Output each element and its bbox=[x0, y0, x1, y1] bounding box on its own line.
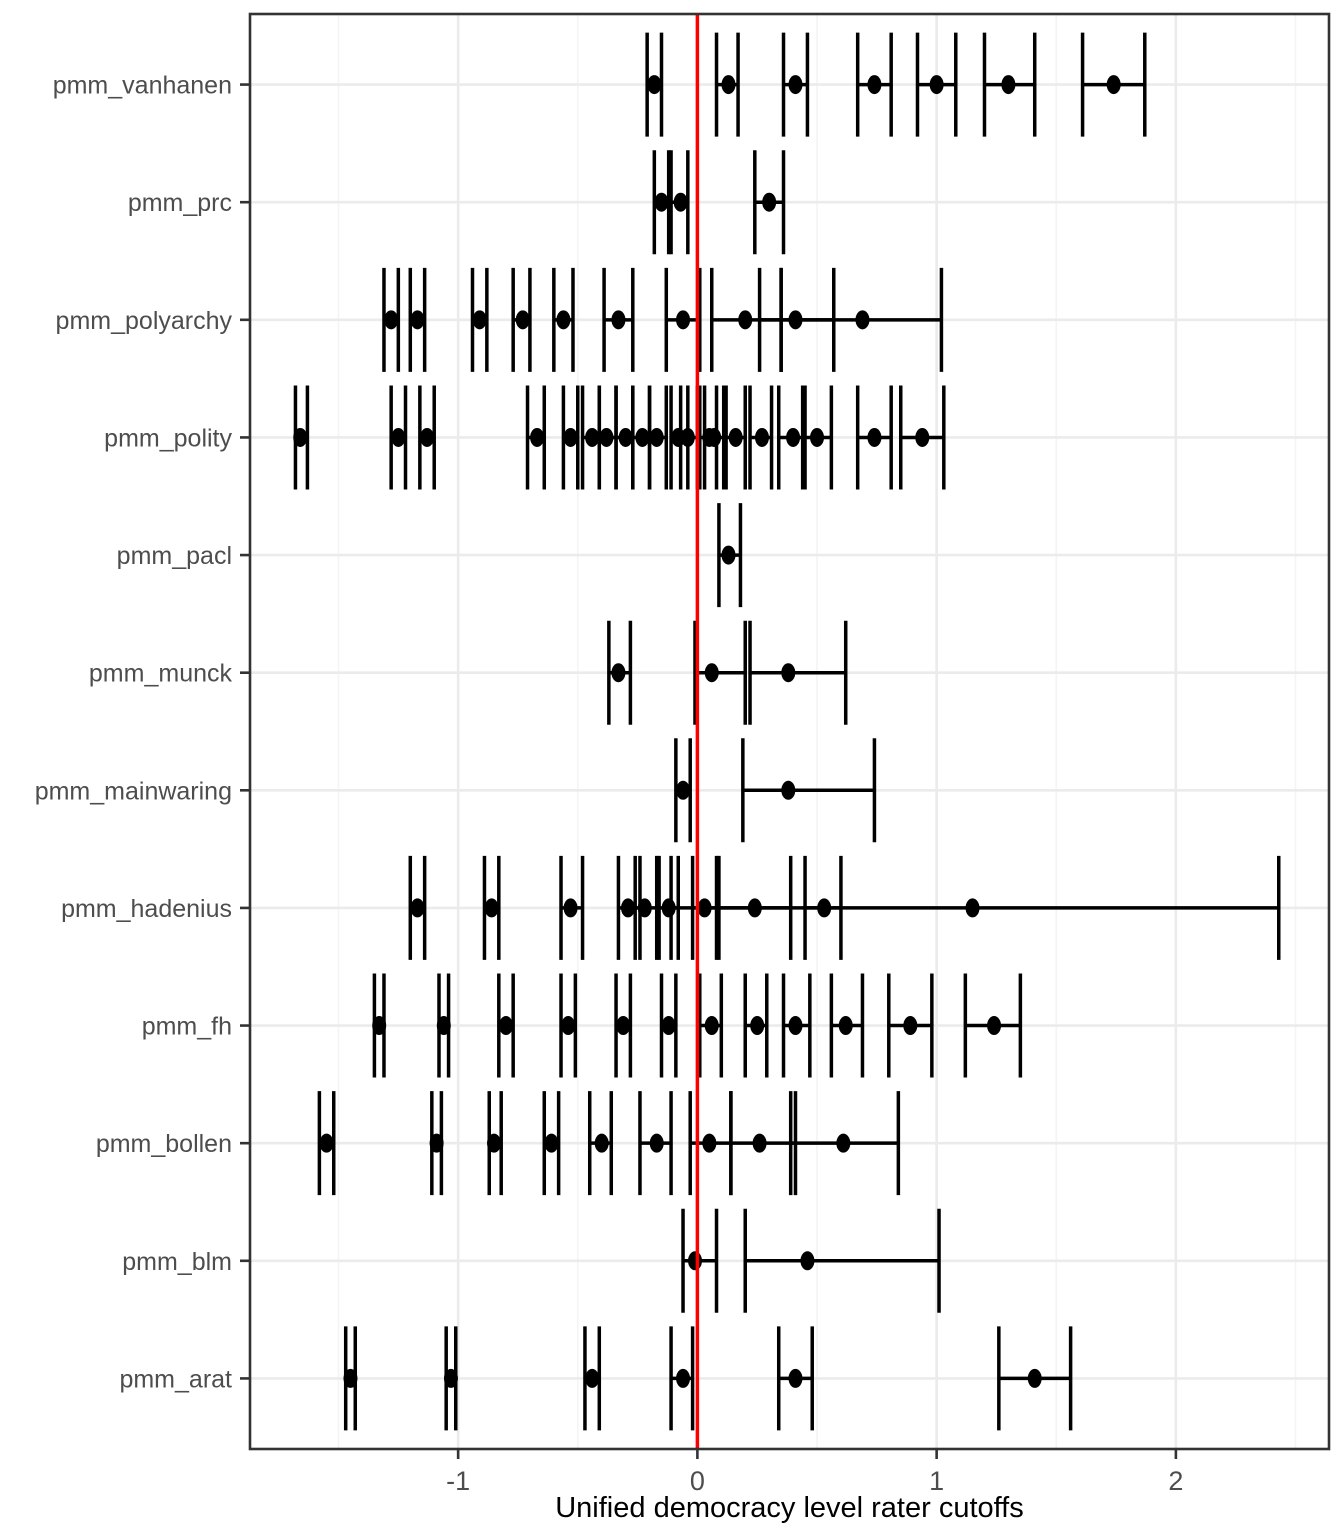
data-point bbox=[755, 428, 769, 447]
row-label-pmm_fh: pmm_fh bbox=[141, 1012, 232, 1041]
data-point bbox=[839, 1016, 853, 1035]
data-point bbox=[705, 663, 719, 682]
data-point bbox=[836, 1134, 850, 1153]
x-axis-title: Unified democracy level rater cutoffs bbox=[555, 1492, 1024, 1524]
data-point bbox=[384, 310, 398, 329]
data-point bbox=[781, 663, 795, 682]
data-point bbox=[561, 1016, 575, 1035]
data-point bbox=[650, 428, 664, 447]
data-point bbox=[800, 1251, 814, 1270]
data-point bbox=[674, 193, 688, 212]
data-point bbox=[619, 428, 633, 447]
data-point bbox=[903, 1016, 917, 1035]
row-label-pmm_munck: pmm_munck bbox=[88, 659, 232, 688]
data-point bbox=[564, 428, 578, 447]
data-point bbox=[564, 898, 578, 917]
data-point bbox=[437, 1016, 451, 1035]
data-point bbox=[410, 310, 424, 329]
data-point bbox=[738, 310, 752, 329]
row-label-pmm_blm: pmm_blm bbox=[122, 1247, 232, 1276]
data-point bbox=[638, 898, 652, 917]
data-point bbox=[676, 1369, 690, 1388]
data-point bbox=[499, 1016, 513, 1035]
data-point bbox=[391, 428, 405, 447]
data-point bbox=[676, 310, 690, 329]
data-point bbox=[750, 1016, 764, 1035]
row-label-pmm_pacl: pmm_pacl bbox=[116, 542, 232, 571]
data-point bbox=[599, 428, 613, 447]
data-point bbox=[867, 428, 881, 447]
data-point bbox=[676, 781, 690, 800]
data-point bbox=[855, 310, 869, 329]
data-point bbox=[621, 898, 635, 917]
data-point bbox=[585, 428, 599, 447]
row-label-pmm_vanhanen: pmm_vanhanen bbox=[52, 71, 232, 100]
data-point bbox=[320, 1134, 334, 1153]
data-point bbox=[662, 1016, 676, 1035]
row-label-pmm_bollen: pmm_bollen bbox=[95, 1130, 232, 1159]
data-point bbox=[293, 428, 307, 447]
data-point bbox=[729, 428, 743, 447]
data-point bbox=[915, 428, 929, 447]
data-point bbox=[788, 75, 802, 94]
data-point bbox=[966, 898, 980, 917]
data-point bbox=[430, 1134, 444, 1153]
data-point bbox=[487, 1134, 501, 1153]
data-point bbox=[721, 75, 735, 94]
x-tick-label: -1 bbox=[446, 1466, 471, 1496]
data-point bbox=[867, 75, 881, 94]
data-point bbox=[781, 781, 795, 800]
data-point bbox=[611, 663, 625, 682]
data-point bbox=[611, 310, 625, 329]
data-point bbox=[516, 310, 530, 329]
data-point bbox=[595, 1134, 609, 1153]
data-point bbox=[420, 428, 434, 447]
data-point bbox=[705, 1016, 719, 1035]
data-point bbox=[647, 75, 661, 94]
data-point bbox=[688, 1251, 702, 1270]
data-point bbox=[707, 428, 721, 447]
data-point bbox=[681, 428, 695, 447]
data-point bbox=[530, 428, 544, 447]
data-point bbox=[556, 310, 570, 329]
data-point bbox=[485, 898, 499, 917]
data-point bbox=[372, 1016, 386, 1035]
row-label-pmm_prc: pmm_prc bbox=[127, 189, 232, 218]
data-point bbox=[473, 310, 487, 329]
data-point bbox=[930, 75, 944, 94]
data-point bbox=[616, 1016, 630, 1035]
x-tick-label: 1 bbox=[929, 1466, 945, 1496]
data-point bbox=[343, 1369, 357, 1388]
row-label-pmm_polyarchy: pmm_polyarchy bbox=[55, 306, 232, 335]
data-point bbox=[753, 1134, 767, 1153]
data-point bbox=[987, 1016, 1001, 1035]
data-point bbox=[788, 1369, 802, 1388]
data-point bbox=[721, 546, 735, 565]
data-point bbox=[635, 428, 649, 447]
data-point bbox=[585, 1369, 599, 1388]
data-point bbox=[786, 428, 800, 447]
data-point bbox=[1028, 1369, 1042, 1388]
row-label-pmm_mainwaring: pmm_mainwaring bbox=[34, 777, 232, 806]
data-point bbox=[650, 1134, 664, 1153]
row-label-pmm_hadenius: pmm_hadenius bbox=[61, 894, 232, 923]
data-point bbox=[444, 1369, 458, 1388]
data-point bbox=[544, 1134, 558, 1153]
data-point bbox=[788, 1016, 802, 1035]
data-point bbox=[702, 1134, 716, 1153]
data-point bbox=[655, 193, 669, 212]
row-label-pmm_polity: pmm_polity bbox=[104, 424, 232, 453]
row-label-pmm_arat: pmm_arat bbox=[119, 1365, 232, 1394]
data-point bbox=[1107, 75, 1121, 94]
data-point bbox=[410, 898, 424, 917]
x-tick-label: 0 bbox=[689, 1466, 705, 1496]
data-point bbox=[762, 193, 776, 212]
panel-background bbox=[250, 14, 1329, 1449]
data-point bbox=[1001, 75, 1015, 94]
x-tick-label: 2 bbox=[1168, 1466, 1184, 1496]
data-point bbox=[810, 428, 824, 447]
